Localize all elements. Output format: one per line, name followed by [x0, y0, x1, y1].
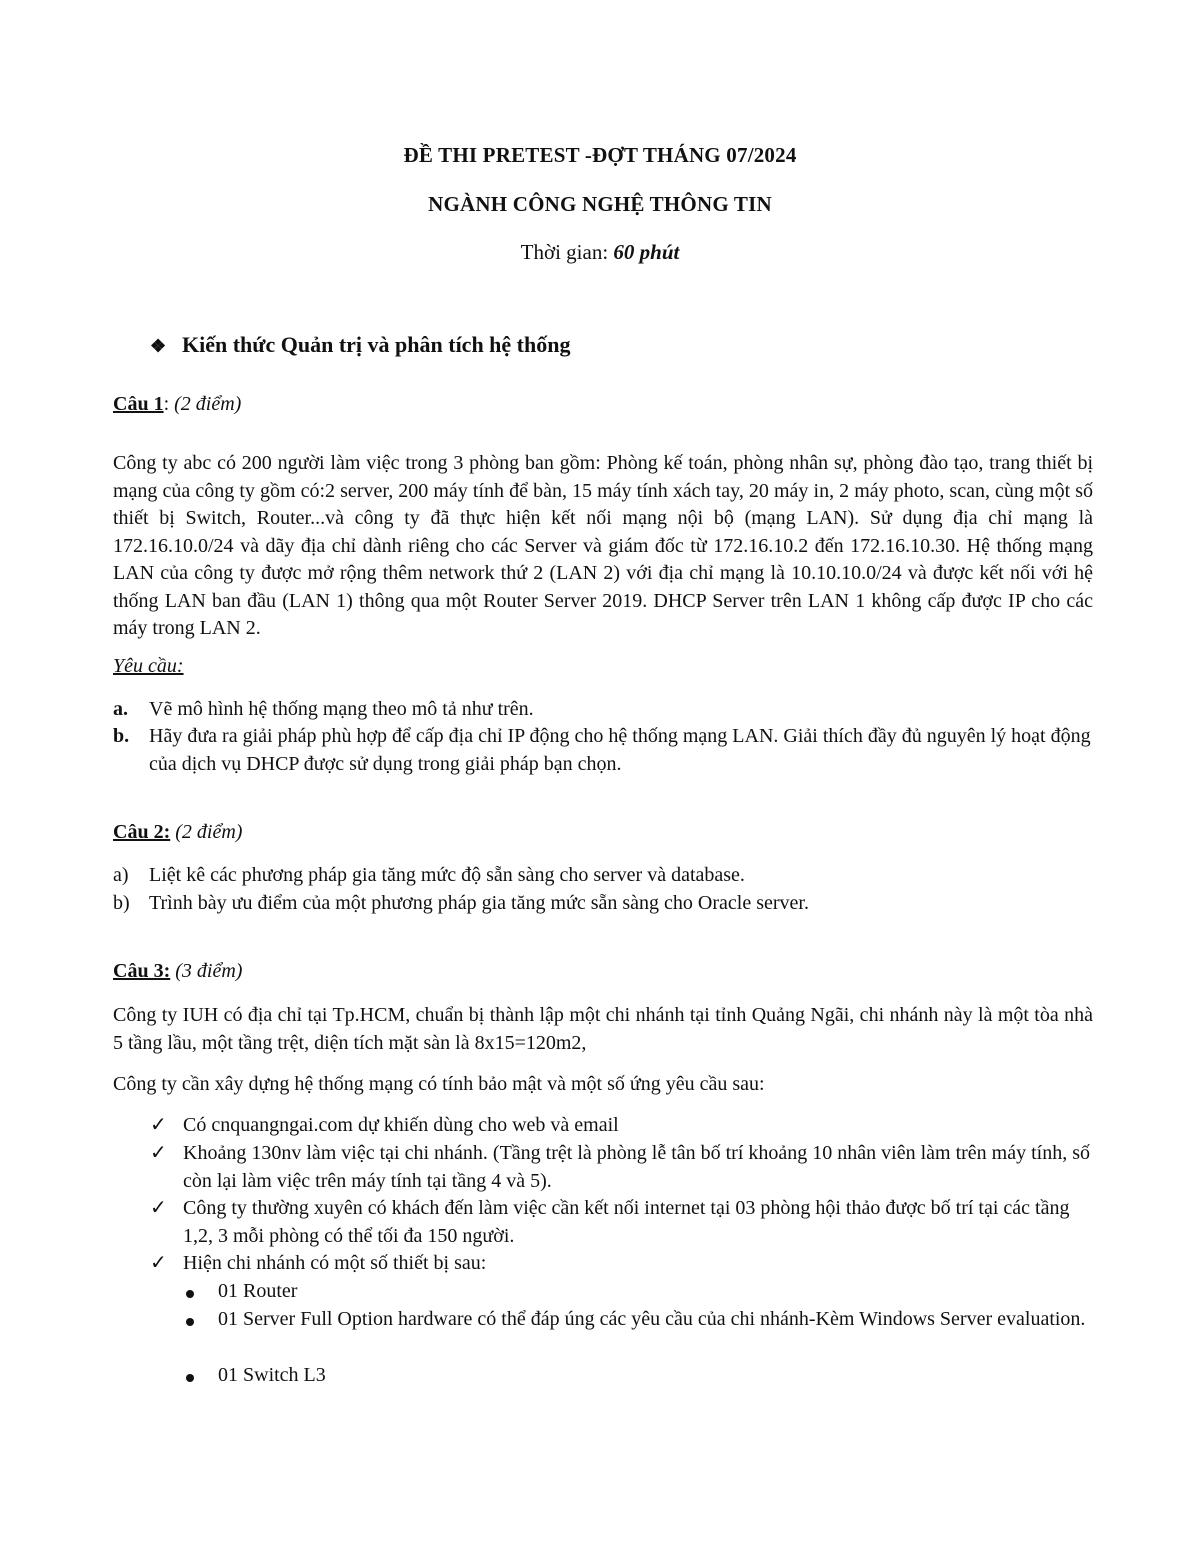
time-label: Thời gian: [520, 240, 614, 264]
question-3-paragraph-2: Công ty cần xây dựng hệ thống mạng có tính bảo mật và một số ứng yêu cầu sau: [113, 1073, 765, 1095]
checkmark-icon: ✓ [150, 1114, 167, 1136]
exam-title: ĐỀ THI PRETEST -ĐỢT THÁNG 07/2024 [403, 143, 797, 167]
item-marker: a) [113, 864, 129, 886]
question-1-body: Công ty abc có 200 người làm việc trong 3 phòng ban gồm: Phòng kế toán, phòng nhân sự, phòng đào tạo, trang thiết bị mạng của công ty gồm có:2 server, 200 máy tính để bàn, 15 máy tính xách tay, 20 máy in, 2 máy photo, scan, cùng một số thiết bị Switch, Router...và công ty đã thực hiện kết nối mạng nội bộ (mạng LAN). Sử dụng địa chỉ mạng là 172.16.10.0/24 và dãy địa chỉ dành riêng cho các Server và giám đốc từ 172.16.10.2 đến 172.16.10.30. Hệ thống mạng LAN của công ty được mở rộng thêm network thứ 2 (LAN 2) với địa chỉ mạng là 10.10.10.0/24 và được kết nối với hệ thống LAN ban đầu (LAN 1) thông qua một Router Server 2019. DHCP Server trên LAN 1 không cấp được IP cho các máy trong LAN 2. [113, 452, 1093, 639]
device-text: 01 Switch L3 [218, 1364, 326, 1386]
section-title: Kiến thức Quản trị và phân tích hệ thống [182, 332, 571, 357]
question-1-label: Câu 1 [113, 393, 164, 415]
section-heading [150, 332, 570, 358]
exam-subtitle: NGÀNH CÔNG NGHỆ THÔNG TIN [428, 192, 772, 216]
item-text: Liệt kê các phương pháp gia tăng mức độ sẵn sàng cho server và database. [149, 864, 745, 886]
question-3-paragraph-1: Công ty IUH có địa chỉ tại Tp.HCM, chuẩn bị thành lập một chi nhánh tại tỉnh Quảng Ngãi, chi nhánh này là một tòa nhà 5 tầng lầu, một tầng trệt, diện tích mặt sàn là 8x15=120m2, [113, 1004, 1093, 1054]
diamond-bullet-icon: ❖ [150, 336, 167, 356]
bullet-dot-icon [186, 1290, 194, 1298]
question-3-label: Câu 3: [113, 960, 171, 982]
check-item-text: Có cnquangngai.com dự khiến dùng cho web và email [183, 1114, 619, 1136]
item-marker: a. [113, 698, 128, 720]
exam-time [0, 240, 1200, 265]
item-text: Hãy đưa ra giải pháp phù hợp để cấp địa chỉ IP động cho hệ thống mạng LAN. Giải thích đầy đủ nguyên lý hoạt động của dịch vụ DHCP được sử dụng trong giải pháp bạn chọn. [149, 725, 1091, 775]
bullet-dot-icon [186, 1318, 194, 1326]
question-3-points: (3 điểm) [175, 960, 243, 982]
bullet-dot-icon [186, 1374, 194, 1382]
question-1-sep: : [163, 393, 175, 415]
item-text: Vẽ mô hình hệ thống mạng theo mô tả như trên. [149, 698, 534, 720]
checkmark-icon: ✓ [150, 1252, 167, 1274]
device-text: 01 Router [218, 1280, 298, 1302]
question-2-heading [113, 821, 242, 844]
question-2-label: Câu 2: [113, 821, 171, 843]
question-1-points: (2 điểm) [174, 393, 242, 415]
check-item-text: Hiện chi nhánh có một số thiết bị sau: [183, 1252, 487, 1274]
item-marker: b) [113, 892, 130, 914]
time-value: 60 phút [613, 240, 680, 264]
item-text: Trình bày ưu điểm của một phương pháp gia tăng mức sẵn sàng cho Oracle server. [149, 892, 809, 914]
device-text: 01 Server Full Option hardware có thể đáp úng các yêu cầu của chi nhánh-Kèm Windows Server evaluation. [218, 1308, 1086, 1330]
question-2-points: (2 điểm) [175, 821, 243, 843]
check-item-text: Công ty thường xuyên có khách đến làm việc cần kết nối internet tại 03 phòng hội thảo được bố trí tại các tầng 1,2, 3 mỗi phòng có thể tối đa 150 người. [183, 1197, 1070, 1247]
checkmark-icon: ✓ [150, 1197, 167, 1219]
requirements-label: Yêu cầu: [113, 655, 184, 677]
question-3-heading [113, 960, 242, 983]
check-item-text: Khoảng 130nv làm việc tại chi nhánh. (Tầng trệt là phòng lễ tân bố trí khoảng 10 nhân viên làm trên máy tính, số còn lại làm việc trên máy tính tại tầng 4 và 5). [183, 1142, 1091, 1192]
item-marker: b. [113, 725, 130, 747]
checkmark-icon: ✓ [150, 1142, 167, 1164]
question-1-heading [113, 393, 241, 416]
